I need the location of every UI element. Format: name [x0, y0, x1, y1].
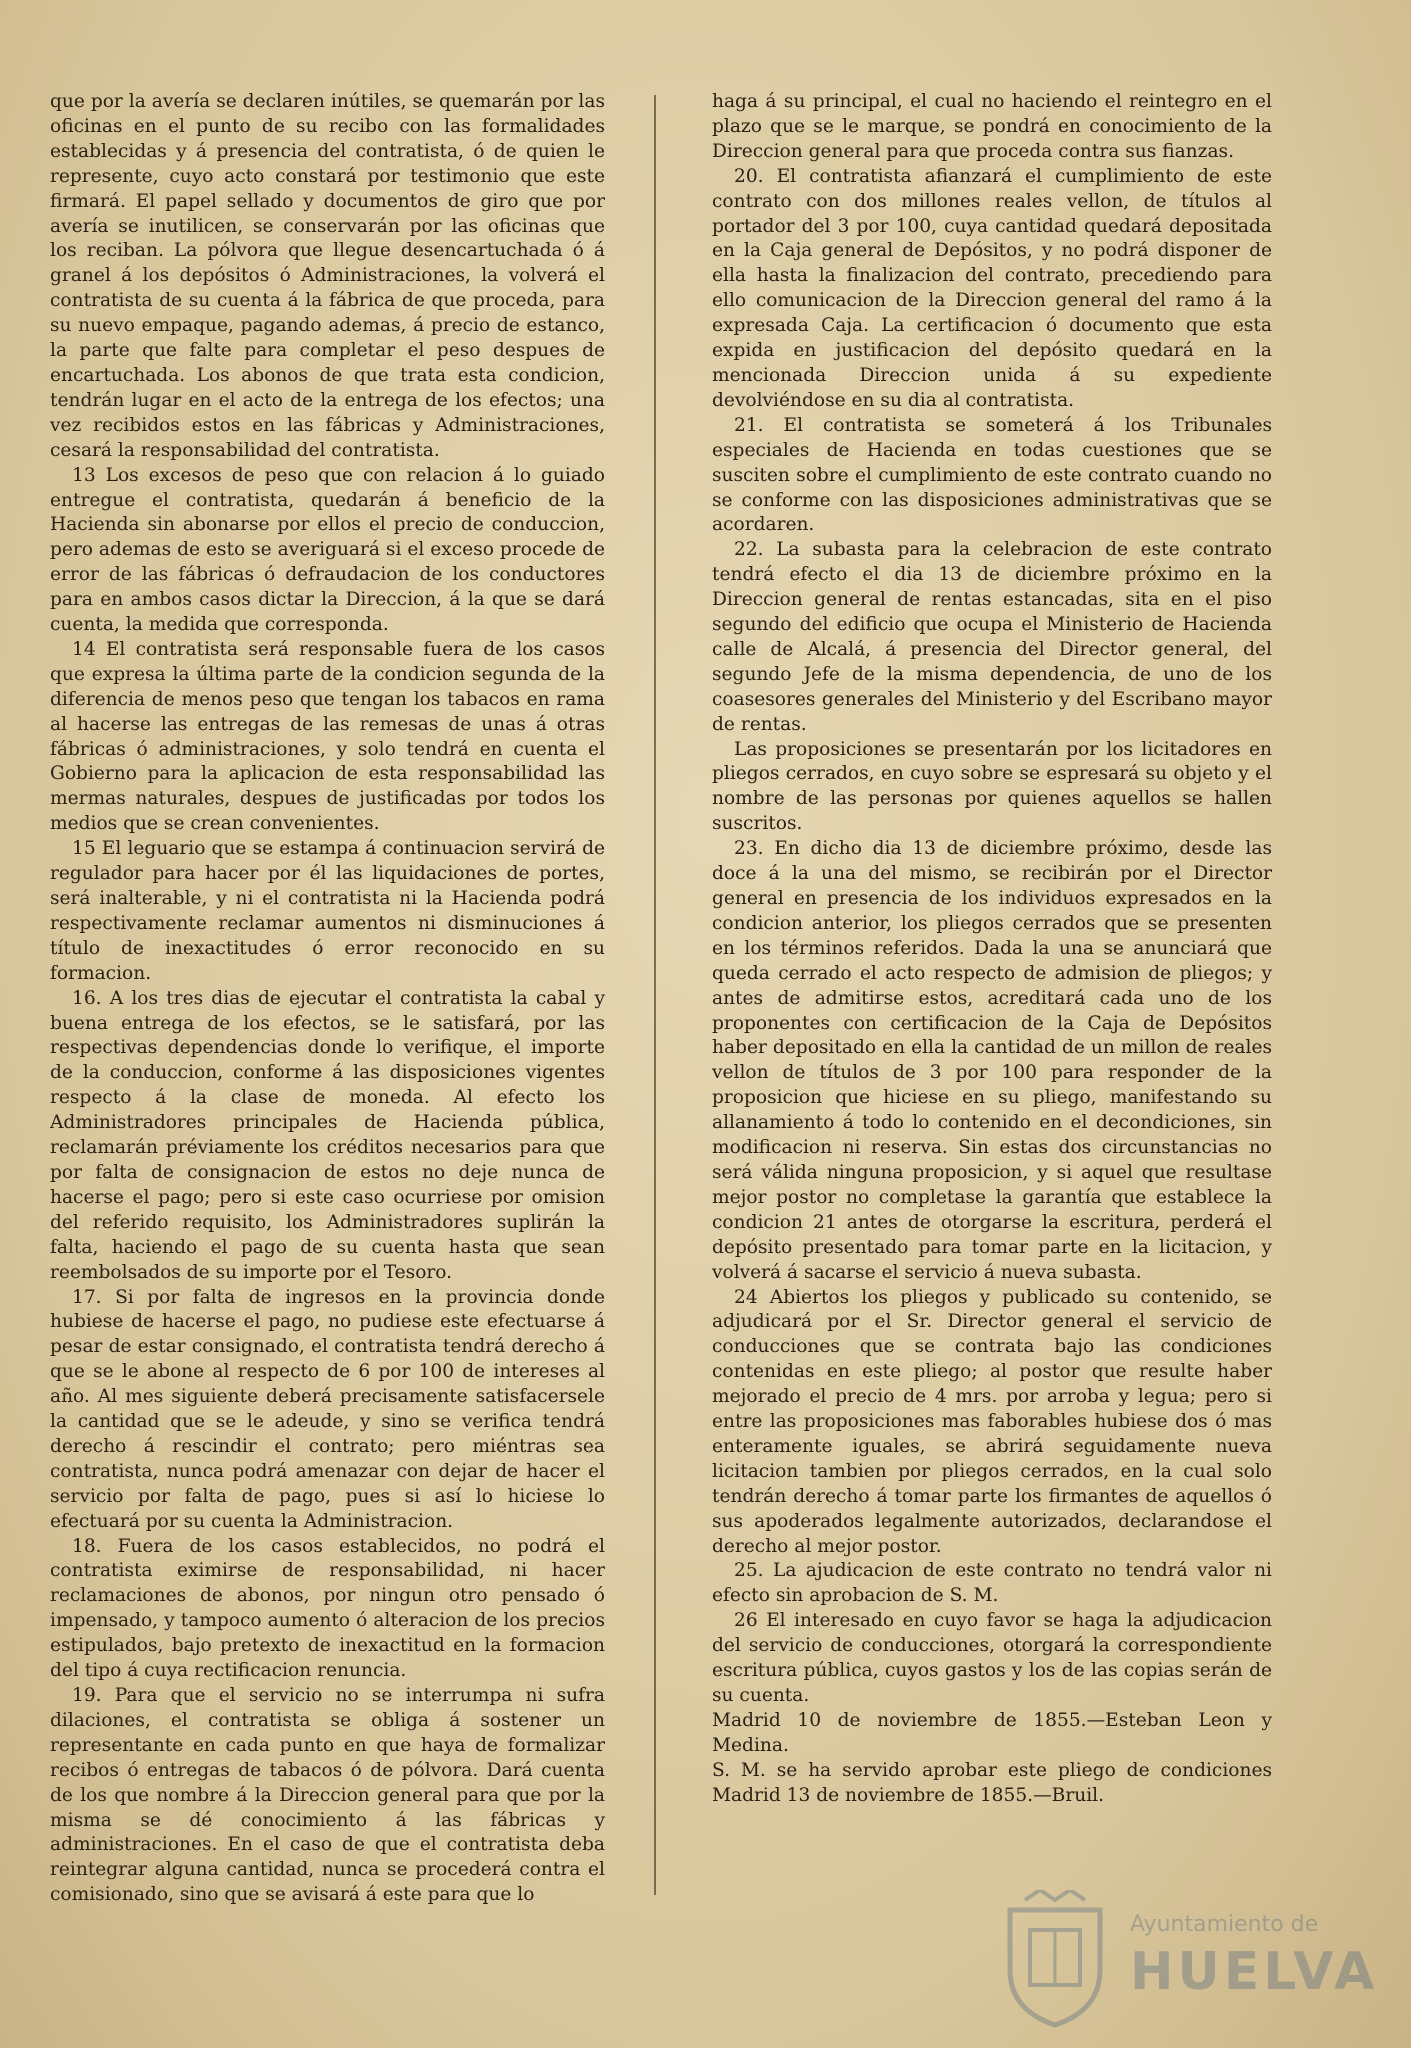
paragraph-proposiciones: Las proposiciones se presentarán por los licitadores en pliegos cerrados, en cuyo sobre se espresará su objeto y el nombre de las personas por quienes aquellos se hallen suscritos. [712, 738, 1272, 835]
paragraph-23: 23. En dicho dia 13 de diciembre próximo, desde las doce á la una del mismo, se recibirán por el Director general en presencia de los individuos expresados en la condicion anterior, los pliegos cerrados que se presenten en los términos referidos. Dada la una se anunciará que queda cerrado el acto respecto de admision de pliegos; y antes de admitirse estos, acreditará cada uno de los proponentes con certificacion de la Caja de Depósitos haber depositado en ella la cantidad de un millon de reales vellon de títulos de 3 por 100 para responder de la proposicion que hiciese en su pliego, manifestando su allanamiento á todo lo contenido en el decondiciones, sin modificacion ni reserva. Sin estas dos circunstancias no será válida ninguna proposicion, y si aquel que resultase mejor postor no completase la garantía que establece la condicion 21 antes de otorgarse la escritura, perderá el depósito presentado para tomar parte en la licitacion, y volverá á sacarse el servicio á nueva subasta. [712, 838, 1272, 1283]
paragraph-18: 18. Fuera de los casos establecidos, no podrá el contratista eximirse de responsabilidad, ni hacer reclamaciones de abonos, por ningun otro pensado ó impensado, y tampoco aumento ó alteracion de los precios estipulados, bajo pretexto de inexactitud en la formacion del tipo á cuya rectificacion renuncia. [50, 1535, 605, 1682]
signature-approval-bruil: S. M. se ha servido aprobar este pliego de condiciones Madrid 13 de noviembre de 1855.—Bruil. [712, 1759, 1272, 1806]
paragraph-25: 25. La ajudicacion de este contrato no tendrá valor ni efecto sin aprobacion de S. M. [712, 1560, 1272, 1607]
watermark-line2: HUELVA [1130, 1942, 1379, 2002]
paragraph-21: 21. El contratista se someterá á los Tribunales especiales de Hacienda en todas cuestiones que se susciten sobre el cumplimiento de este contrato cuando no se conforme con las disposiciones administrativas que se acordaren. [712, 414, 1272, 536]
paragraph-16: 16. A los tres dias de ejecutar el contratista la cabal y buena entrega de los efectos, se le satisfará, por las respectivas dependencias donde lo verifique, el importe de la conduccion, conforme á las disposiciones vigentes respecto á la clase de moneda. Al efecto los Administradores principales de Hacienda pública, reclamarán préviamente los créditos necesarios para que por falta de consignacion de estos no deje nunca de hacerse el pago; pero si este caso ocurriese por omision del referido requisito, los Administradores suplirán la falta, haciendo el pago de su cuenta hasta que sean reembolsados de su importe por el Tesoro. [50, 987, 605, 1283]
right-column [712, 90, 1272, 1950]
paragraph-22: 22. La subasta para la celebracion de este contrato tendrá efecto el dia 13 de diciembre próximo en la Direccion general de rentas estancadas, sita en el piso segundo del edificio que ocupa el Ministerio de Hacienda calle de Alcalá, á presencia del Director general, del segundo Jefe de la misma dependencia, de uno de los coasesores generales del Ministerio y del Escribano mayor de rentas. [712, 539, 1272, 735]
paragraph-15: 15 El leguario que se estampa á continuacion servirá de regulador para hacer por él las liquidaciones de portes, será inalterable, y ni el contratista ni la Hacienda podrá respectivamente reclamar aumentos ni disminuciones á título de inexactitudes ó error reconocido en su formacion. [50, 838, 605, 984]
paragraph-19: 19. Para que el servicio no se interrumpa ni sufra dilaciones, el contratista se obliga á sostener un representante en cada punto en que haya de formalizar recibos ó entregas de tabacos ó de pólvora. Dará cuenta de los que nombre á la Direccion general para que por la misma se dé conocimiento á las fábricas y administraciones. En el caso de que el contratista deba reintegrar alguna cantidad, nunca se procederá contra el comisionado, sino que se avisará á este para que lo [50, 1685, 605, 1906]
archive-watermark [1000, 1890, 1379, 2030]
paragraph-14: 14 El contratista será responsable fuera de los casos que expresa la última parte de la condicion segunda de la diferencia de menos peso que tengan los tabacos en rama al hacerse las entregas de las remesas de unas á otras fábricas ó administraciones, y solo tendrá en cuenta el Gobierno para la aplicacion de esta responsabilidad las mermas naturales, despues de justificadas por todos los medios que se crean convenientes. [50, 638, 605, 835]
paragraph-continuation-right: haga á su principal, el cual no haciendo el reintegro en el plazo que se le marque, se pondrá en conocimiento de la Direccion general para que proceda contra sus fianzas. [712, 91, 1272, 162]
paragraph-continuation: que por la avería se declaren inútiles, se quemarán por las oficinas en el punto de su recibo con las formalidades establecidas y á presencia del contratista, ó de quien le represente, cuyo acto constará por testimonio que este firmará. El papel sellado y documentos de giro que por avería se inutilicen, se conservarán por las oficinas que los reciban. La pólvora que llegue desencartuchada ó á granel á los depósitos ó Administraciones, la volverá el contratista de su cuenta á la fábrica de que proceda, para su nuevo empaque, pagando ademas, á precio de estanco, la parte que falte para completar el peso despues de encartuchada. Los abonos de que trata esta condicion, tendrán lugar en el acto de la entrega de los efectos; una vez recibidos estos en las fábricas y Administraciones, cesará la responsabilidad del contratista. [50, 91, 605, 461]
paragraph-24: 24 Abiertos los pliegos y publicado su contenido, se adjudicará por el Sr. Director general el servicio de conducciones que se contrata bajo las condiciones contenidas en este pliego; al postor que resulte haber mejorado el precio de 4 mrs. por arroba y legua; pero si entre las proposiciones mas faborables hubiese dos ó mas enteramente iguales, se abrirá seguidamente nueva licitacion tambien por pliegos cerrados, en la cual solo tendrán derecho á tomar parte los firmantes de aquellos ó sus apoderados legalmente autorizados, declarandose el derecho al mejor postor. [712, 1286, 1272, 1557]
left-column [50, 90, 605, 1950]
shield-icon [1000, 1890, 1110, 2030]
paragraph-13: 13 Los excesos de peso que con relacion á lo guiado entregue el contratista, quedarán á beneficio de la Hacienda sin abonarse por ellos el precio de conduccion, pero ademas de esto se averiguará si el exceso procede de error de las fábricas ó defraudacion de los conductores para en ambos casos dictar la Direccion, á la que se dará cuenta, la medida que corresponda. [50, 464, 605, 636]
paragraph-20: 20. El contratista afianzará el cumplimiento de este contrato con dos millones reales vellon, de títulos al portador del 3 por 100, cuya cantidad quedará depositada en la Caja general de Depósitos, y no podrá disponer de ella hasta la finalizacion del contrato, precediendo para ello comunicacion de la Direccion general del ramo á la expresada Caja. La certificacion ó documento que esta expida en justificacion del depósito quedará en la mencionada Direccion unida á su expediente devolviéndose en su dia al contratista. [712, 165, 1272, 411]
paragraph-17: 17. Si por falta de ingresos en la provincia donde hubiese de hacerse el pago, no pudiese este efectuarse á pesar de estar consignado, el contratista tendrá derecho á que se le abone al respecto de 6 por 100 de intereses al año. Al mes siguiente deberá precisamente satisfacersele la cantidad que se le adeude, y sino se verifica tendrá derecho á rescindir el contrato; pero miéntras sea contratista, nunca podrá amenazar con dejar de hacer el servicio por falta de pago, pues si así lo hiciese lo efectuará por su cuenta la Administracion. [50, 1286, 605, 1532]
signature-date-leon: Madrid 10 de noviembre de 1855.—Esteban Leon y Medina. [712, 1709, 1272, 1756]
paragraph-26: 26 El interesado en cuyo favor se haga la adjudicacion del servicio de conducciones, otorgará la correspondiente escritura pública, cuyos gastos y los de las copias serán de su cuenta. [712, 1610, 1272, 1706]
column-divider [654, 95, 656, 1895]
watermark-line1: Ayuntamiento de [1130, 1912, 1319, 1937]
